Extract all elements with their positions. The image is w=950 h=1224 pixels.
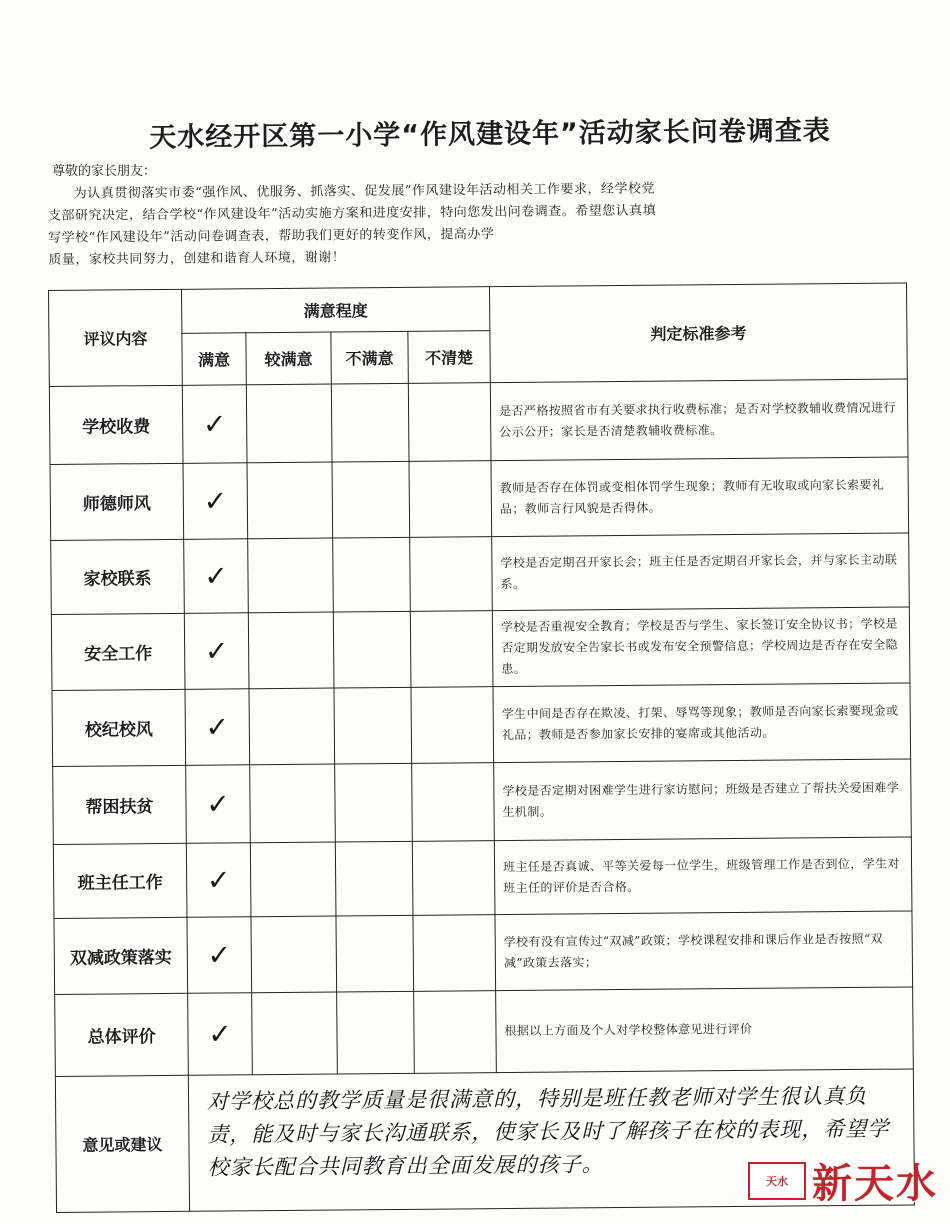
rating-cell[interactable]: [250, 764, 336, 843]
rating-cell[interactable]: [412, 841, 495, 916]
table-row: [53, 837, 912, 918]
row-criteria: 学生中间是否存在欺凌、打架、辱骂等现象；教师是否向家长索要现金或礼品；教师是否参加家长安排的宴席或其他活动。: [493, 683, 911, 763]
row-criteria: 学校是否重视安全教育；学校是否与学生、家长签订安全协议书；学校是否定期发放安全告家长书或发布安全预警信息；学校周边是否存在安全隐患。: [492, 607, 910, 687]
row-criteria: 学校是否定期召开家长会；班主任是否定期召开家长会，并与家长主动联系。: [492, 533, 910, 611]
table-row: [51, 533, 910, 614]
rating-cell[interactable]: [411, 687, 494, 764]
table-row: [53, 759, 912, 844]
row-criteria: 是否严格按照省市有关要求执行收费标准；是否对学校教辅收费情况进行公示公开；家长是否清楚教辅收费标准。: [490, 379, 908, 461]
header-level: 不满意: [331, 331, 408, 384]
row-criteria: 班主任是否真诚、平等关爱每一位学生，班级管理工作是否到位，学生对班主任的评价是否合格。: [494, 837, 912, 915]
checkmark-icon: ✓: [206, 863, 231, 897]
document-title: 天水经开区第一小学“作风建设年”活动家长问卷调查表: [149, 115, 831, 154]
rating-cell[interactable]: [183, 463, 248, 540]
rating-cell[interactable]: [333, 537, 411, 612]
header-satisfaction: 满意程度: [181, 287, 489, 334]
rating-cell[interactable]: [331, 383, 409, 462]
rating-cell[interactable]: [247, 462, 333, 539]
intro-line: 写学校“作风建设年”活动问卷调查表，帮助我们更好的转变作风，提高办学: [48, 226, 495, 246]
checkmark-icon: ✓: [202, 407, 227, 441]
rating-cell[interactable]: [334, 687, 412, 764]
rating-cell[interactable]: [333, 611, 411, 688]
rating-cell[interactable]: [184, 613, 249, 690]
rating-cell[interactable]: [185, 689, 250, 766]
survey-table-body: [49, 283, 915, 1212]
intro-paragraph: [48, 176, 909, 272]
rating-cell[interactable]: [412, 763, 495, 842]
row-topic: 安全工作: [51, 613, 185, 690]
watermark-seal-icon: 天水: [748, 1162, 806, 1200]
row-topic: 校纪校风: [52, 689, 186, 766]
opinion-label: 意见或建议: [55, 1075, 189, 1212]
rating-cell[interactable]: [336, 915, 414, 992]
rating-cell[interactable]: [335, 763, 413, 842]
rating-cell[interactable]: [409, 461, 492, 538]
rating-cell[interactable]: [252, 992, 338, 1075]
intro-line: 为认真贯彻落实市委“强作风、优服务、抓落实、促发展”作风建设年活动相关工作要求，经学校党: [73, 181, 656, 202]
row-criteria: 学校是否定期对困难学生进行家访慰问；班级是否建立了帮扶关爱困难学生机制。: [494, 759, 912, 841]
intro-line: 支部研究决定，结合学校“作风建设年”活动实施方案和进度安排，特向您发出问卷调查。希望您认真填: [47, 203, 657, 224]
rating-cell[interactable]: [335, 841, 413, 916]
rating-cell[interactable]: [246, 384, 332, 463]
survey-table-wrapper: [48, 283, 915, 1213]
opinion-handwritten-text[interactable]: 对学校总的教学质量是很满意的，特别是班任教老师对学生很认真负责，能及时与家长沟通联系，使家长及时了解孩子在校的表现，希望学校家长配合共同教育出全面发展的孩子。: [188, 1069, 914, 1211]
table-row: [52, 683, 911, 766]
rating-cell[interactable]: [251, 916, 337, 993]
rating-cell[interactable]: [410, 611, 493, 688]
header-level: 较满意: [246, 332, 331, 385]
rating-cell[interactable]: [332, 461, 410, 538]
rating-cell[interactable]: [188, 993, 253, 1076]
header-topic: 评议内容: [49, 289, 183, 386]
checkmark-icon: ✓: [205, 710, 230, 744]
row-topic: 双减政策落实: [54, 917, 188, 994]
header-level: 满意: [182, 333, 246, 386]
watermark: [748, 1152, 938, 1209]
row-topic: 总体评价: [55, 993, 189, 1076]
rating-cell[interactable]: [186, 843, 251, 918]
row-criteria: 学校有没有宣传过“双减”政策；学校课程安排和课后作业是否按照“双减”政策去落实；: [495, 911, 913, 991]
intro-line: 质量，家校共同努力，创建和谐育人环境，谢谢！: [48, 250, 346, 268]
row-topic: 班主任工作: [53, 843, 187, 918]
rating-cell[interactable]: [186, 765, 251, 844]
table-row: [54, 911, 913, 994]
row-criteria: 根据以上方面及个人对学校整体意见进行评价: [496, 987, 914, 1073]
rating-cell[interactable]: [408, 383, 491, 462]
checkmark-icon: ✓: [206, 787, 230, 821]
header-row: [49, 283, 907, 334]
rating-cell[interactable]: [410, 537, 493, 612]
table-row: [55, 987, 914, 1076]
row-topic: 家校联系: [51, 539, 185, 614]
rating-cell[interactable]: [413, 915, 496, 992]
watermark-brand: 新天水: [812, 1161, 938, 1207]
row-topic: 帮困扶贫: [53, 765, 187, 844]
greeting: 尊敬的家长朋友：: [52, 164, 157, 179]
checkmark-icon: ✓: [207, 938, 232, 972]
rating-cell[interactable]: [337, 991, 415, 1074]
rating-cell[interactable]: [248, 612, 334, 689]
header-criteria: 判定标准参考: [490, 283, 908, 383]
rating-cell[interactable]: [249, 688, 335, 765]
rating-cell[interactable]: [250, 842, 336, 917]
table-row: [50, 457, 909, 540]
checkmark-icon: ✓: [208, 1017, 232, 1051]
rating-cell[interactable]: [248, 538, 334, 613]
row-topic: 学校收费: [49, 385, 183, 464]
rating-cell[interactable]: [184, 539, 249, 614]
rating-cell[interactable]: [414, 991, 497, 1074]
checkmark-icon: ✓: [204, 559, 228, 593]
table-row: [49, 379, 908, 464]
row-criteria: 教师是否存在体罚或变相体罚学生现象；教师有无收取或向家长索要礼品；教师言行风貌是否得体。: [491, 457, 909, 537]
row-topic: 师德师风: [50, 463, 184, 540]
table-row: [51, 607, 910, 690]
checkmark-icon: ✓: [204, 634, 229, 668]
rating-cell[interactable]: [182, 385, 247, 464]
rating-cell[interactable]: [187, 917, 252, 994]
header-level: 不清楚: [408, 331, 490, 384]
checkmark-icon: ✓: [203, 484, 228, 518]
survey-table: [48, 283, 915, 1213]
